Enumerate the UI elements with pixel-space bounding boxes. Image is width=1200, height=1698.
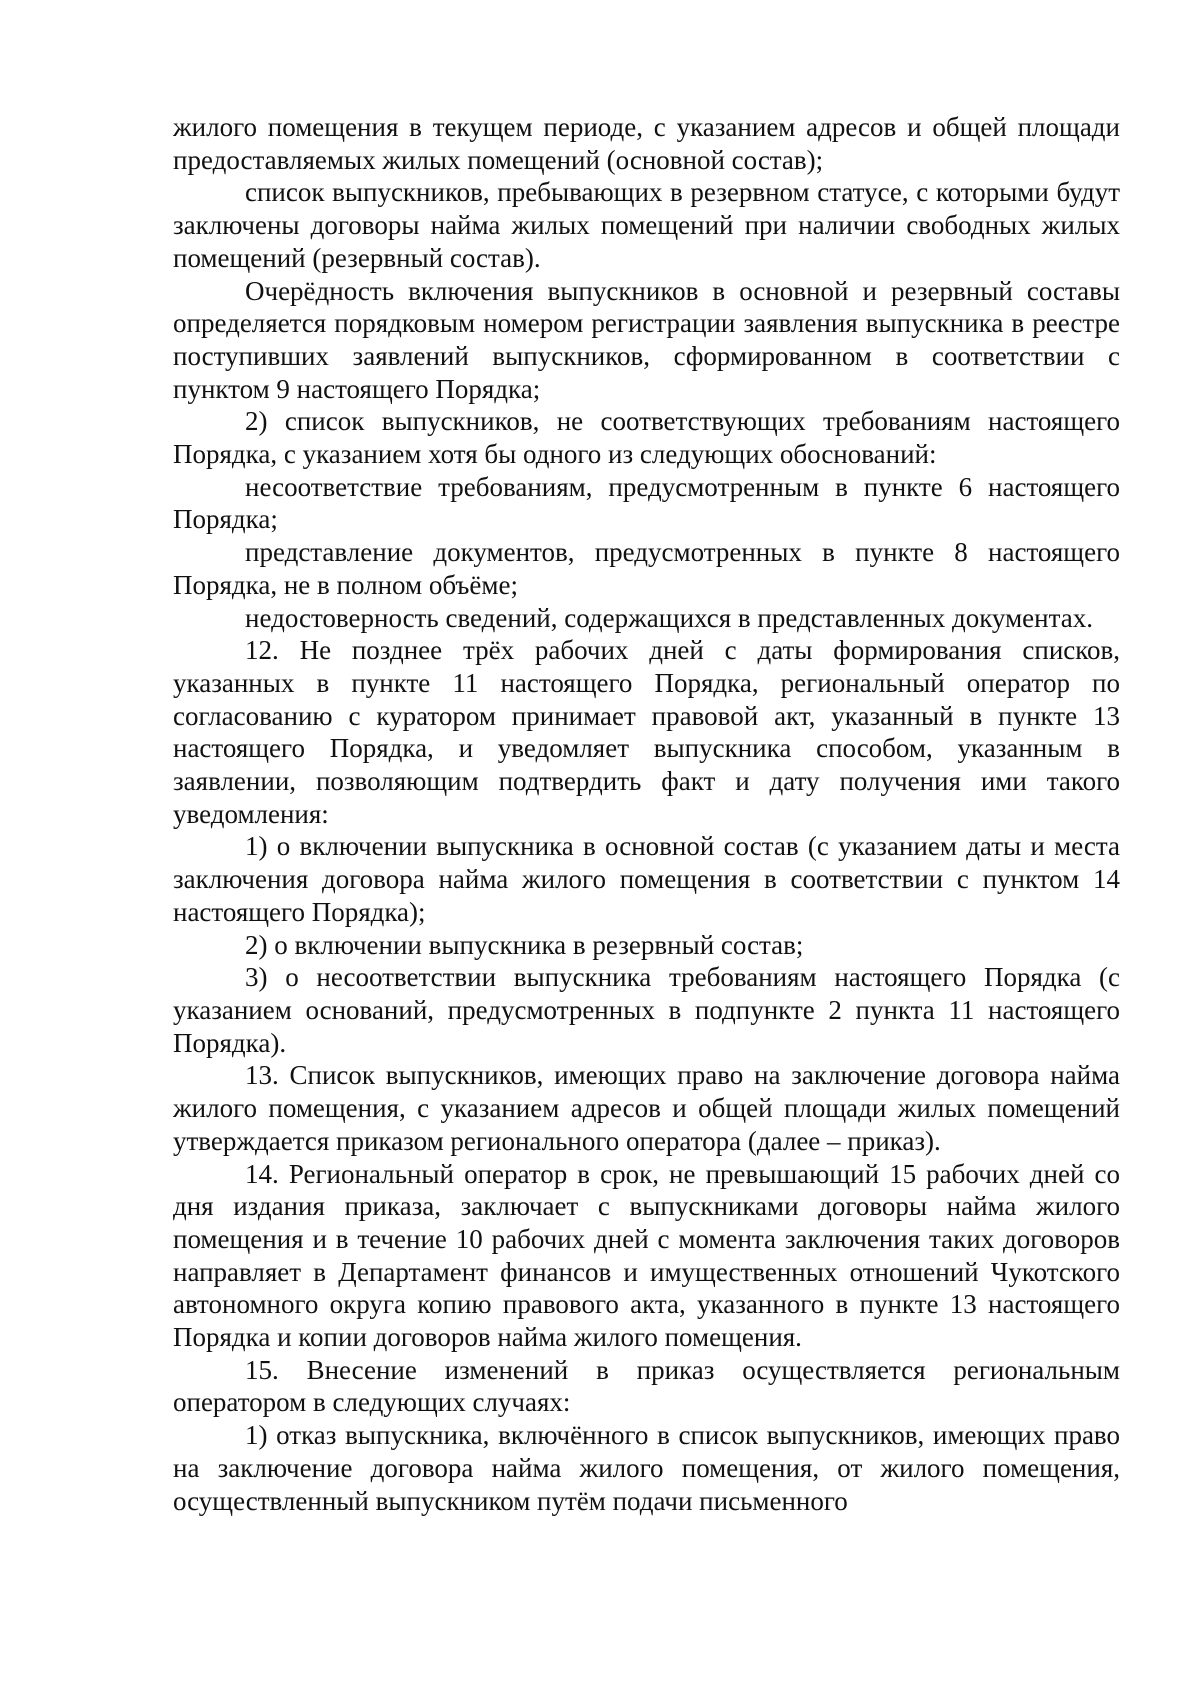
paragraph-15: 1) отказ выпускника, включённого в список выпускников, имеющих право на заключение договора найма жилого помещения, от жилого помещения, осуществленный выпускником путём подачи письменного [173, 1420, 1120, 1516]
paragraph-5: несоответствие требованиям, предусмотренным в пункте 6 настоящего Порядка; [173, 471, 1120, 535]
paragraph-12: 13. Список выпускников, имеющих право на заключение договора найма жилого помещения, с указанием адресов и общей площади жилых помещений утверждается приказом регионального оператора (далее – приказ). [173, 1060, 1120, 1156]
paragraph-9: 1) о включении выпускника в основной состав (с указанием даты и места заключения договора найма жилого помещения в соответствии с пунктом 14 настоящего Порядка); [173, 831, 1120, 927]
paragraph-8: 12. Не позднее трёх рабочих дней с даты формирования списков, указанных в пункте 11 настоящего Порядка, региональный оператор по согласованию с куратором принимает правовой акт, указанный в пункте 13 настоящего Порядка, и уведомляет выпускника способом, указанным в заявлении, позволяющим подтвердить факт и дату получения ими такого уведомления: [173, 635, 1120, 829]
paragraph-7: недостоверность сведений, содержащихся в представленных документах. [245, 602, 1093, 633]
paragraph-2: список выпускников, пребывающих в резервном статусе, с которыми будут заключены договоры найма жилых помещений при наличии свободных жилых помещений (резервный состав). [173, 177, 1120, 273]
paragraph-1: жилого помещения в текущем периоде, с указанием адресов и общей площади предоставляемых жилых помещений (основной состав); [173, 112, 1120, 175]
paragraph-10: 2) о включении выпускника в резервный состав; [245, 929, 804, 960]
paragraph-4: 2) список выпускников, не соответствующих требованиям настоящего Порядка, с указанием хотя бы одного из следующих обоснований: [173, 406, 1120, 470]
document-page [173, 111, 1120, 1517]
paragraph-14: 15. Внесение изменений в приказ осуществляется региональным оператором в следующих случаях: [173, 1354, 1120, 1418]
paragraph-3: Очерёдность включения выпускников в основной и резервный составы определяется порядковым номером регистрации заявления выпускника в реестре поступивших заявлений выпускников, сформированном в соответствии с пунктом 9 настоящего Порядка; [173, 275, 1120, 404]
paragraph-13: 14. Региональный оператор в срок, не превышающий 15 рабочих дней со дня издания приказа, заключает с выпускниками договоры найма жилого помещения и в течение 10 рабочих дней с момента заключения таких договоров направляет в Департамент финансов и имущественных отношений Чукотского автономного округа копию правового акта, указанного в пункте 13 настоящего Порядка и копии договоров найма жилого помещения. [173, 1158, 1120, 1353]
paragraph-11: 3) о несоответствии выпускника требованиям настоящего Порядка (с указанием оснований, предусмотренных в подпункте 2 пункта 11 настоящего Порядка). [173, 962, 1120, 1058]
paragraph-6: представление документов, предусмотренных в пункте 8 настоящего Порядка, не в полном объёме; [173, 537, 1120, 600]
